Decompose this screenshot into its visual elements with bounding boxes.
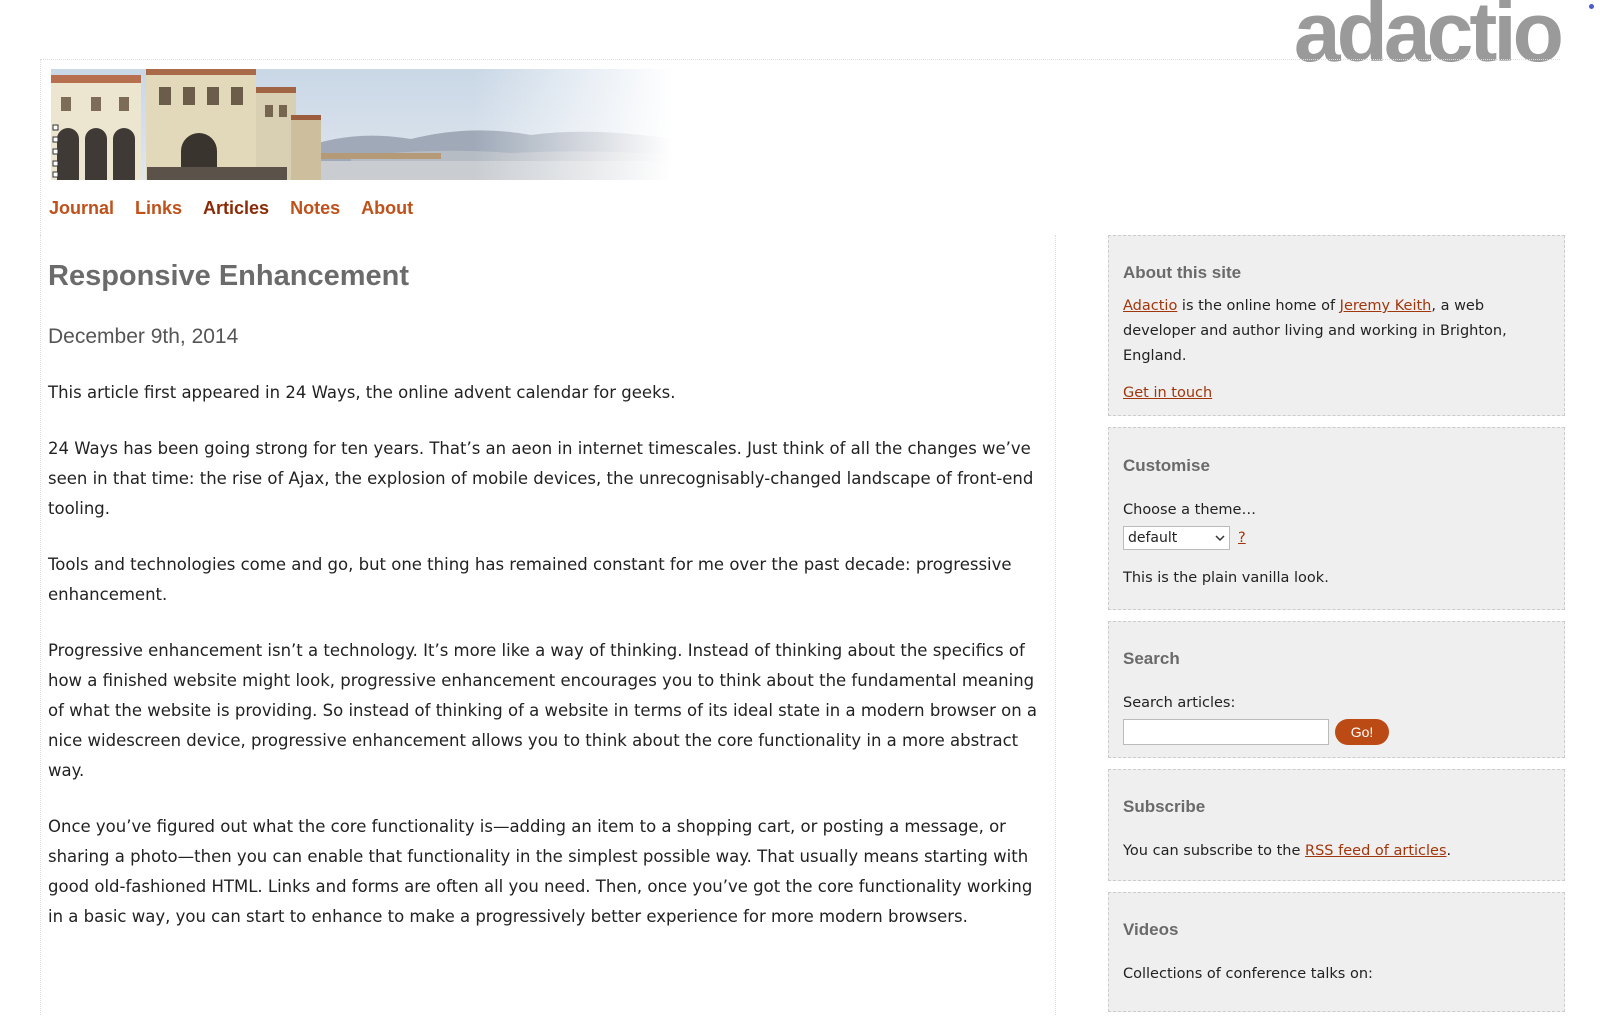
nav-articles[interactable]: Articles xyxy=(203,198,270,218)
theme-label: Choose a theme… xyxy=(1123,502,1256,518)
corner-dot xyxy=(1589,4,1594,9)
search-label: Search articles: xyxy=(1123,695,1236,711)
search-box xyxy=(1108,621,1565,758)
about-text-part: , a web developer and author living and working in Brighton, England. xyxy=(1123,298,1507,364)
about-text xyxy=(1123,294,1550,369)
sidebar xyxy=(1108,235,1565,1023)
article-paragraph: This article first appeared in 24 Ways, the online advent calendar for geeks. xyxy=(48,383,676,402)
article-main xyxy=(40,235,1056,1015)
article-paragraph: 24 Ways has been going strong for ten years. That’s an aeon in internet timescales. Just think of all the changes we’ve seen in that time: the rise of Ajax, the explosion of mobile devices, the unrecognisably-changed landscape of front-end tooling. xyxy=(48,439,1034,518)
subscribe-heading: Subscribe xyxy=(1123,797,1206,816)
search-input[interactable] xyxy=(1123,719,1329,745)
site-logo[interactable]: adactio xyxy=(1293,0,1560,79)
adactio-link[interactable]: Adactio xyxy=(1123,298,1178,314)
customise-box xyxy=(1108,427,1565,610)
theme-description: This is the plain vanilla look. xyxy=(1123,570,1329,586)
florence-banner-image xyxy=(51,69,673,180)
article-paragraph: Progressive enhancement isn’t a technology. It’s more like a way of thinking. Instead of thinking about the specifics of how a finished website might look, progressive enhancement encourages you to think about the fundamental meaning of what the website is providing. So instead of thinking of a website in terms of its ideal state in a modern browser on a nice widescreen device, progressive enhancement allows you to think about the core functionality in a more abstract way. xyxy=(48,641,1038,780)
site-header xyxy=(40,59,1560,235)
article-paragraph: Tools and technologies come and go, but one thing has remained constant for me over the past decade: progressive enhancement. xyxy=(48,555,1012,604)
subscribe-text-part: You can subscribe to the xyxy=(1123,843,1306,859)
about-text-part: is the online home of xyxy=(1177,298,1340,314)
theme-select-value: default xyxy=(1128,530,1178,546)
chevron-down-icon xyxy=(1215,530,1225,546)
theme-help-link[interactable]: ? xyxy=(1238,530,1246,546)
subscribe-text xyxy=(1123,839,1550,864)
nav-journal[interactable]: Journal xyxy=(49,198,115,218)
main-nav xyxy=(49,198,413,219)
nav-about[interactable]: About xyxy=(361,198,414,218)
subscribe-box xyxy=(1108,769,1565,881)
nav-links[interactable]: Links xyxy=(135,198,183,218)
about-box xyxy=(1108,235,1565,416)
search-heading: Search xyxy=(1123,649,1180,668)
rss-feed-link[interactable]: RSS feed of articles xyxy=(1305,843,1447,859)
customise-heading: Customise xyxy=(1123,456,1210,475)
jeremy-keith-link[interactable]: Jeremy Keith xyxy=(1339,298,1432,314)
article-paragraph: Once you’ve figured out what the core functionality is—adding an item to a shopping cart, or posting a message, or sharing a photo—then you can enable that functionality in the simplest possible way. That usually means starting with good old-fashioned HTML. Links and forms are often all you need. Then, once you’ve got the core functionality working in a basic way, you can start to enhance to make a progressively better experience for more modern browsers. xyxy=(48,817,1033,926)
videos-heading: Videos xyxy=(1123,920,1179,939)
videos-text: Collections of conference talks on: xyxy=(1123,966,1373,982)
theme-select[interactable] xyxy=(1123,526,1230,550)
nav-notes[interactable]: Notes xyxy=(290,198,341,218)
videos-box xyxy=(1108,892,1565,1012)
get-in-touch-link[interactable]: Get in touch xyxy=(1123,385,1213,401)
about-heading: About this site xyxy=(1123,263,1242,282)
search-go-button[interactable]: Go! xyxy=(1335,719,1389,745)
article-title: Responsive Enhancement xyxy=(48,260,409,292)
article-date: December 9th, 2014 xyxy=(48,325,239,348)
subscribe-text-end: . xyxy=(1446,843,1452,859)
